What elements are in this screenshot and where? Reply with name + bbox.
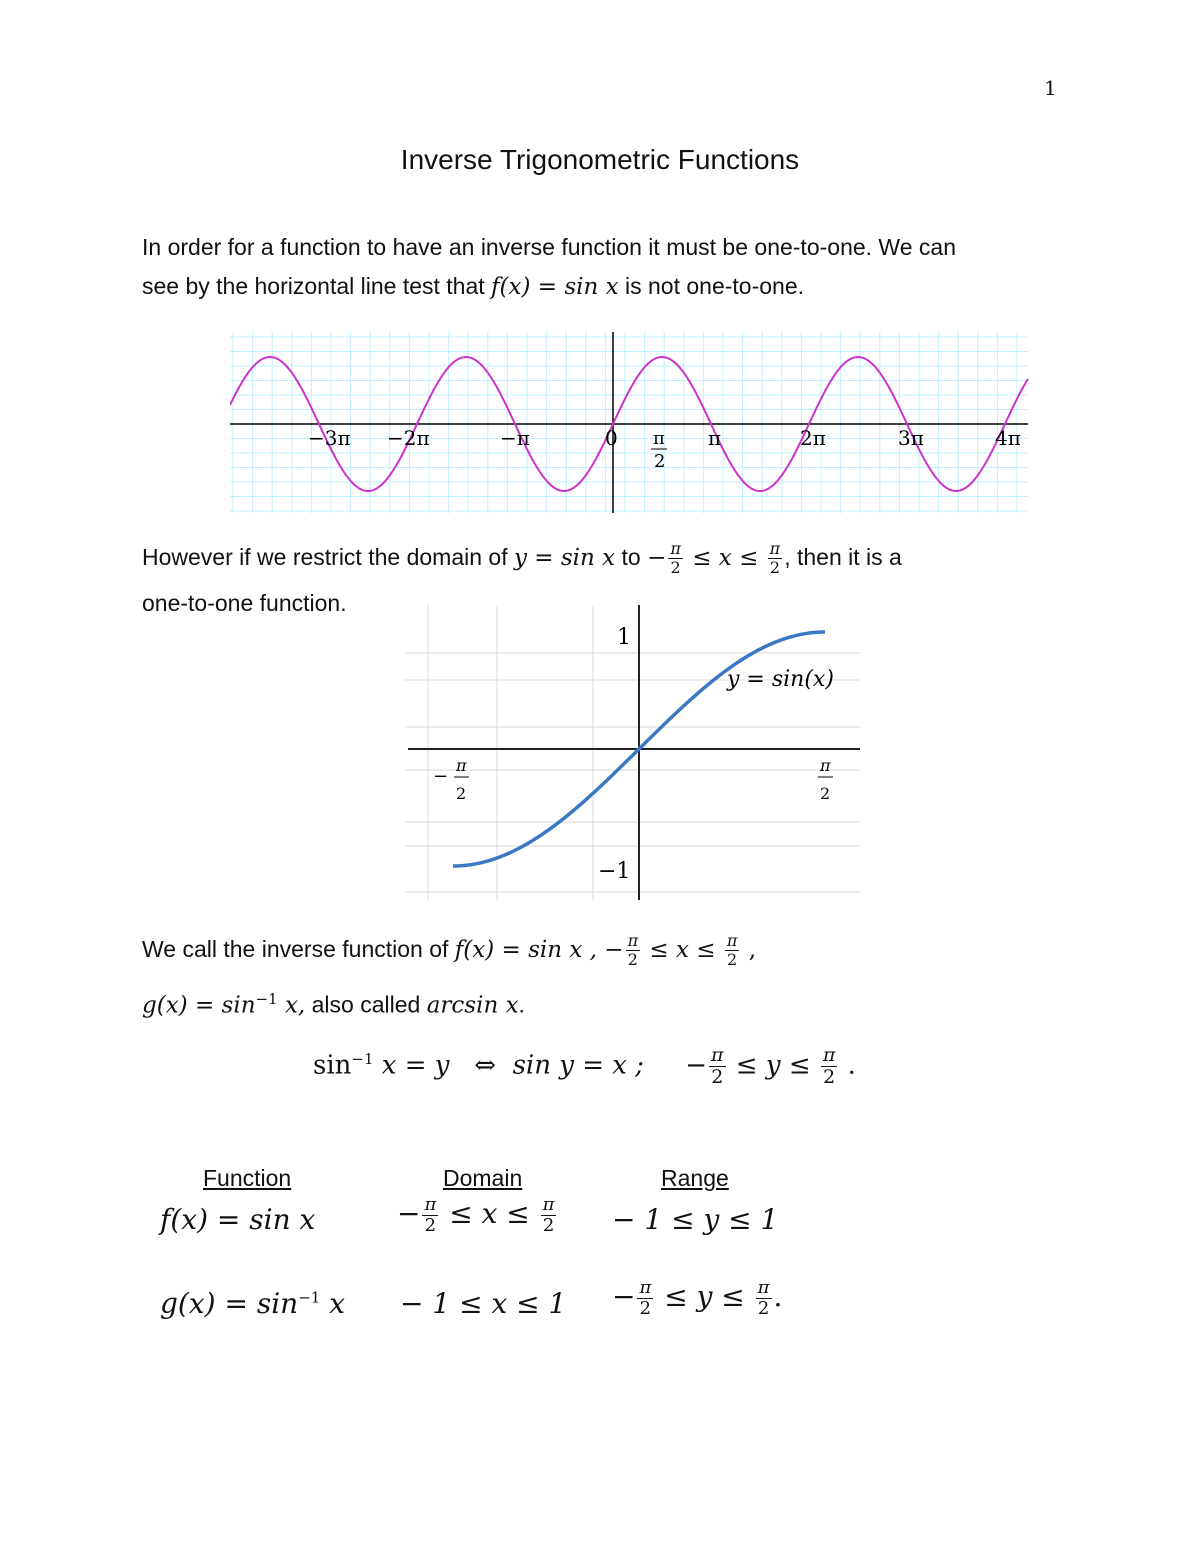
row2-frac-right [756, 1278, 772, 1319]
row1-function: f(x) = sin x [160, 1203, 316, 1236]
page-title: Inverse Trigonometric Functions [400, 144, 800, 175]
row2-range-end: . [773, 1280, 783, 1313]
call-comma: , [741, 937, 757, 963]
header-domain: Domain [443, 1165, 523, 1191]
frac-num: π [627, 931, 639, 951]
identity-frac-right [821, 1045, 838, 1088]
intro-line-1: In order for a function to have an inverse function it must be one-to-one. We can [142, 234, 956, 260]
label-neg-one: −1 [598, 859, 631, 884]
row1-domain [397, 1195, 558, 1236]
tick-label-halfpi-num: π [653, 428, 665, 449]
left-frac-den: 2 [456, 784, 467, 803]
tick-label-pi: π [708, 426, 722, 450]
row2-range [612, 1278, 782, 1319]
row2-range-mid: ≤ y ≤ [655, 1280, 754, 1313]
row1-dom-mid: ≤ x ≤ [440, 1197, 539, 1230]
tick-label-2pi: 2π [800, 426, 826, 450]
frac-num: π [639, 1277, 652, 1298]
restrict-line-2: one-to-one function. [142, 590, 347, 616]
call-sup: −1 [255, 990, 278, 1008]
restrict-text: However if we restrict the domain of [142, 544, 514, 570]
restrict-to: to [615, 544, 648, 570]
frac-den: 2 [757, 1298, 770, 1319]
frac-den: 2 [670, 558, 681, 578]
identity-frac-left [709, 1045, 726, 1088]
call-gx: g(x) = sin [142, 992, 256, 1019]
restrict-frac-right [768, 540, 783, 577]
tick-label-neg2pi: −2π [387, 426, 430, 450]
call-ineq: ≤ x ≤ [642, 937, 723, 963]
frac-den: 2 [769, 558, 781, 578]
call-frac-right [725, 932, 740, 969]
row2-func-pre: g(x) = sin [160, 1287, 299, 1320]
row1-dom-neg: − [397, 1197, 421, 1230]
left-neg-sign: − [433, 766, 449, 787]
frac-den: 2 [639, 1298, 652, 1319]
page-number: 1 [1044, 76, 1057, 100]
tick-label-3pi: 3π [898, 426, 924, 450]
frac-den: 2 [823, 1066, 836, 1089]
tick-label-neg3pi: −3π [308, 426, 351, 450]
call-x: x, [277, 992, 306, 1019]
tick-label-negpi: −π [500, 426, 530, 450]
frac-den: 2 [711, 1066, 724, 1089]
row2-function [160, 1287, 345, 1320]
label-one: 1 [617, 625, 631, 650]
tick-label-4pi: 4π [995, 426, 1021, 450]
row2-domain: − 1 ≤ x ≤ 1 [400, 1287, 567, 1320]
call-fx: f(x) = sin x , − [454, 937, 624, 963]
restrict-text-end: , then it is a [784, 544, 902, 570]
intro-text-end: is not one-to-one. [618, 273, 805, 299]
right-frac-num: π [820, 756, 831, 775]
left-frac-num: π [456, 756, 467, 775]
call-text: We call the inverse function of [142, 936, 455, 962]
frac-num: π [711, 1044, 724, 1067]
restrict-frac-left [668, 540, 683, 577]
intro-text: see by the horizontal line test that [142, 273, 492, 299]
frac-num: π [670, 539, 681, 559]
frac-num: π [769, 539, 781, 559]
frac-num: π [726, 931, 738, 951]
row2-range-neg: − [612, 1280, 636, 1313]
frac-num: π [822, 1044, 836, 1067]
intro-math: f(x) = sin x [491, 274, 619, 300]
row2-func-sup: −1 [298, 1288, 321, 1307]
call-line-1 [142, 930, 756, 969]
header-range: Range [661, 1165, 729, 1191]
right-frac-den: 2 [820, 784, 831, 803]
row2-func-x: x [320, 1287, 346, 1320]
restrict-math-y: y = sin x [513, 545, 616, 571]
call-line-2 [142, 980, 525, 1025]
frac-num: π [757, 1277, 770, 1298]
frac-den: 2 [627, 950, 638, 970]
call-text-2: also called [305, 991, 427, 1018]
identity-end: . [839, 1050, 856, 1081]
curve-label [726, 667, 834, 692]
call-period: . [518, 991, 525, 1018]
restricted-grid [405, 605, 860, 900]
row2-frac-left [637, 1278, 653, 1319]
tick-label-zero: 0 [605, 426, 618, 450]
identity-ineq: ≤ y ≤ [727, 1050, 819, 1081]
restricted-sine-graph [405, 600, 865, 905]
row1-frac-left [422, 1195, 438, 1236]
curve-label-text: y = sin(x) [727, 667, 834, 692]
identity-rest: x = y ⇔ sin y = x ; − [373, 1050, 708, 1081]
row1-frac-right [541, 1195, 557, 1236]
sine-graph [230, 330, 1030, 515]
frac-den: 2 [727, 950, 738, 970]
restrict-line-1 [142, 538, 902, 577]
restrict-neg: − [647, 545, 667, 571]
identity-sup: −1 [351, 1050, 374, 1068]
identity-line [313, 1036, 856, 1089]
frac-den: 2 [542, 1215, 555, 1236]
restrict-ineq: ≤ x ≤ [684, 545, 766, 571]
frac-num: π [424, 1194, 437, 1215]
intro-line-2 [142, 267, 804, 306]
header-function: Function [203, 1165, 292, 1191]
identity-sin: sin [313, 1050, 352, 1081]
frac-num: π [542, 1194, 555, 1215]
row1-range: − 1 ≤ y ≤ 1 [612, 1203, 779, 1236]
call-frac-left [626, 932, 641, 969]
tick-label-halfpi-den: 2 [654, 451, 666, 472]
call-arcsin: arcsin x [426, 992, 519, 1019]
frac-den: 2 [424, 1215, 437, 1236]
sine-graph-grid [230, 332, 1028, 513]
